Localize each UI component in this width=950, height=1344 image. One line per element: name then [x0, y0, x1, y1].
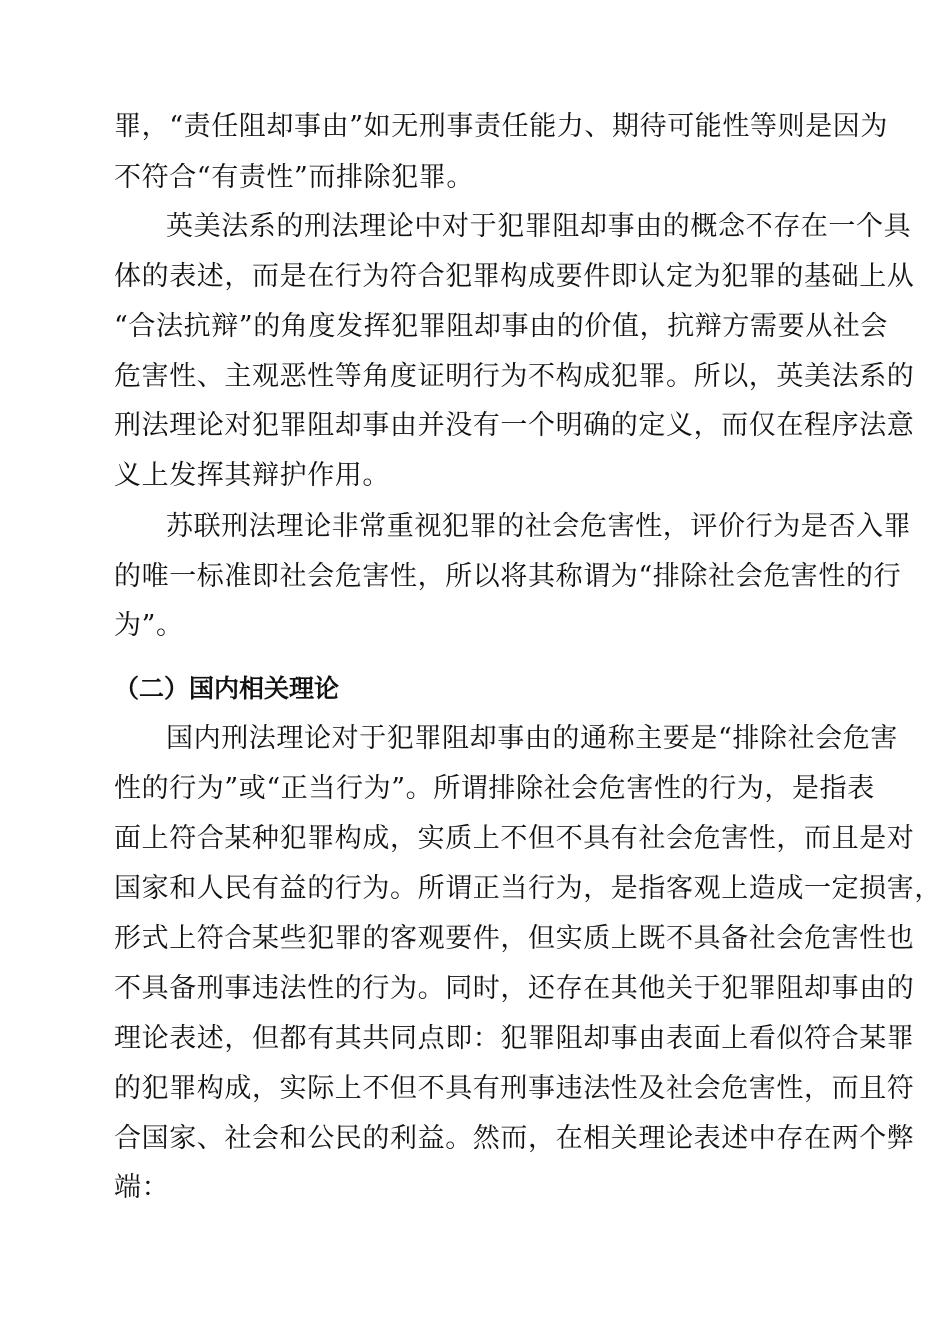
text-line: 英美法系的刑法理论中对于犯罪阻却事由的概念不存在一个具 [166, 211, 912, 242]
text-line: 国内刑法理论对于犯罪阻却事由的通称主要是“排除社会危害 [166, 723, 899, 754]
text-line: 罪，“责任阻却事由”如无刑事责任能力、期待可能性等则是因为 [114, 111, 889, 142]
text-line: 理论表述，但都有其共同点即：犯罪阻却事由表面上看似符合某罪 [114, 1023, 915, 1054]
text-line: 端： [114, 1172, 170, 1203]
text-line: 性的行为”或“正当行为”。所谓排除社会危害性的行为，是指表 [114, 773, 875, 804]
text-line: 合国家、社会和公民的利益。然而，在相关理论表述中存在两个弊 [114, 1123, 915, 1154]
text-line: 义上发挥其辩护作用。 [114, 460, 390, 491]
text-line: 的犯罪构成，实际上不但不具有刑事违法性及社会危害性，而且符 [114, 1073, 915, 1104]
text-line: 为”。 [114, 610, 184, 641]
text-line: 体的表述，而是在行为符合犯罪构成要件即认定为犯罪的基础上从 [114, 261, 915, 292]
text-line: 的唯一标准即社会危害性，所以将其称谓为“排除社会危害性的行 [114, 561, 902, 592]
text-line: 刑法理论对犯罪阻却事由并没有一个明确的定义，而仅在程序法意 [114, 410, 915, 441]
text-line: 危害性、主观恶性等角度证明行为不构成犯罪。所以，英美法系的 [114, 361, 915, 392]
text-line: 形式上符合某些犯罪的客观要件，但实质上既不具备社会危害性也 [114, 923, 915, 954]
text-line: 不符合“有责性”而排除犯罪。 [114, 162, 475, 193]
text-line: 苏联刑法理论非常重视犯罪的社会危害性，评价行为是否入罪 [166, 511, 912, 542]
text-line: 国家和人民有益的行为。所谓正当行为，是指客观上造成一定损害， [114, 873, 942, 904]
text-line: “合法抗辩”的角度发挥犯罪阻却事由的价值，抗辩方需要从社会 [114, 311, 889, 342]
text-line: 不具备刑事违法性的行为。同时，还存在其他关于犯罪阻却事由的 [114, 973, 915, 1004]
section-heading: （二）国内相关理论 [114, 674, 340, 703]
text-line: 面上符合某种犯罪构成，实质上不但不具有社会危害性，而且是对 [114, 823, 915, 854]
